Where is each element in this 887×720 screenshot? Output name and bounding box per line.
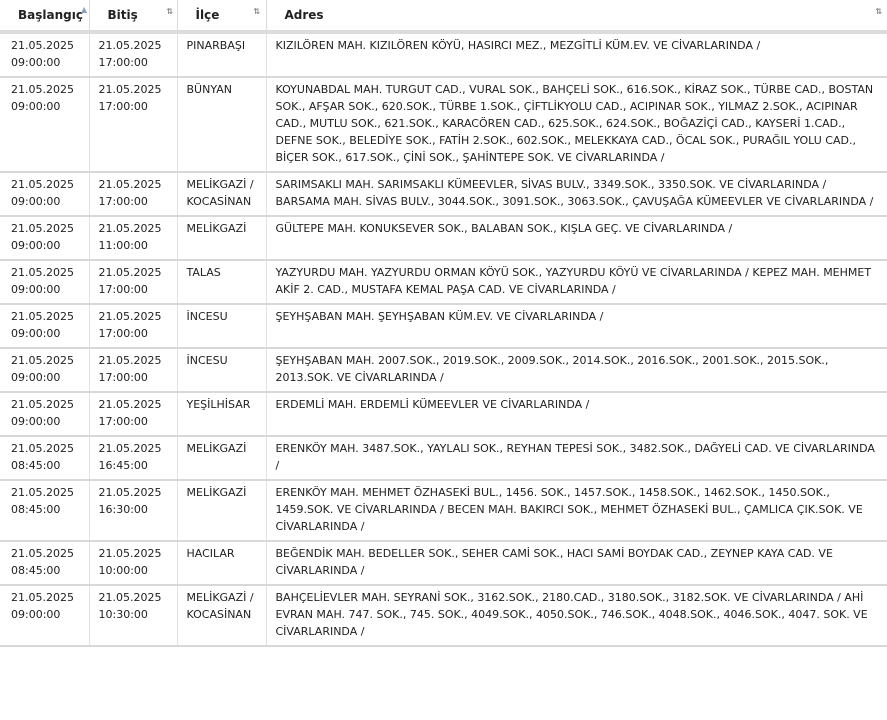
start-date: 21.05.2025 [11, 442, 74, 455]
start-cell [0, 304, 89, 348]
district-cell [177, 436, 266, 480]
district-cell [177, 348, 266, 392]
start-date: 21.05.2025 [11, 83, 74, 96]
start-time: 09:00:00 [11, 239, 61, 252]
district: BÜNYAN [186, 83, 232, 96]
end-cell [89, 541, 177, 585]
end-cell [89, 585, 177, 646]
table-row [0, 32, 887, 77]
address-cell [266, 77, 887, 172]
address-cell [266, 32, 887, 77]
column-header-end[interactable] [89, 0, 177, 32]
table-header [0, 0, 887, 32]
end-date: 21.05.2025 [98, 178, 162, 191]
end-date: 21.05.2025 [98, 547, 162, 560]
district-cell [177, 541, 266, 585]
column-header-district[interactable] [177, 0, 266, 32]
start-time: 08:45:00 [11, 459, 61, 472]
start-cell [0, 436, 89, 480]
address-cell [266, 172, 887, 216]
table-row [0, 260, 887, 304]
district: İNCESU [186, 354, 228, 367]
end-cell [89, 392, 177, 436]
district: MELİKGAZİ / KOCASİNAN [186, 178, 254, 208]
district-cell [177, 172, 266, 216]
address: KOYUNABDAL MAH. TURGUT CAD., VURAL SOK., BAHÇELİ SOK., 616.SOK., KİRAZ SOK., TÜRBE CAD., BOSTAN SOK., AFŞAR SOK., 620.SOK., TÜRBE 1.SOK., ÇİFTLİKYOLU CAD., ACIPINAR SOK., YILMAZ 2.SOK., ACIPINAR CAD., MUTLU SOK., 621.SOK., KARACÖREN CAD., 625.SOK., 624.SOK., BOĞAZİÇİ CAD., KAYSERİ 1.CAD., DEFNE SOK., BELEDİYE SOK., FATİH 2.SOK., 602.SOK., MELEKKAYA CAD., ÖCAL SOK., PURAĞIL YOLU CAD., BİÇER SOK., 617.SOK., ÇİNİ SOK., ŞAHİNTEPE SOK. VE CİVARLARINDA / [275, 83, 874, 164]
end-cell [89, 480, 177, 541]
column-header-address-label: Adres [284, 8, 324, 22]
address: ŞEYHŞABAN MAH. ŞEYHŞABAN KÜM.EV. VE CİVARLARINDA / [275, 310, 604, 323]
column-header-start-label: Başlangıç [18, 8, 83, 22]
address-cell [266, 304, 887, 348]
end-date: 21.05.2025 [98, 39, 162, 52]
end-time: 17:00:00 [98, 195, 148, 208]
start-time: 09:00:00 [11, 100, 61, 113]
start-cell [0, 172, 89, 216]
end-cell [89, 260, 177, 304]
end-time: 17:00:00 [98, 415, 148, 428]
start-cell [0, 585, 89, 646]
end-date: 21.05.2025 [98, 442, 162, 455]
district-cell [177, 585, 266, 646]
column-header-address[interactable] [266, 0, 887, 32]
start-cell [0, 216, 89, 260]
end-cell [89, 304, 177, 348]
address-cell [266, 480, 887, 541]
district: MELİKGAZİ [186, 442, 247, 455]
end-time: 17:00:00 [98, 100, 148, 113]
start-time: 09:00:00 [11, 415, 61, 428]
end-date: 21.05.2025 [98, 354, 162, 367]
start-cell [0, 541, 89, 585]
district-cell [177, 216, 266, 260]
address: ERDEMLİ MAH. ERDEMLİ KÜMEEVLER VE CİVARLARINDA / [275, 398, 590, 411]
sort-icon[interactable]: ⇅ [253, 7, 261, 16]
end-time: 17:00:00 [98, 327, 148, 340]
district: MELİKGAZİ / KOCASİNAN [186, 591, 254, 621]
end-time: 16:45:00 [98, 459, 148, 472]
start-cell [0, 348, 89, 392]
district-cell [177, 480, 266, 541]
column-header-start[interactable] [0, 0, 89, 32]
end-cell [89, 216, 177, 260]
end-cell [89, 77, 177, 172]
district: HACILAR [186, 547, 235, 560]
start-cell [0, 77, 89, 172]
address: ŞEYHŞABAN MAH. 2007.SOK., 2019.SOK., 2009.SOK., 2014.SOK., 2016.SOK., 2001.SOK., 2015.SOK., 2013.SOK. VE CİVARLARINDA / [275, 354, 829, 384]
address: BEĞENDİK MAH. BEDELLER SOK., SEHER CAMİ SOK., HACI SAMİ BOYDAK CAD., ZEYNEP KAYA CAD. VE CİVARLARINDA / [275, 547, 833, 577]
start-cell [0, 32, 89, 77]
district-cell [177, 392, 266, 436]
address-cell [266, 436, 887, 480]
table-row [0, 436, 887, 480]
end-date: 21.05.2025 [98, 486, 162, 499]
table-row [0, 392, 887, 436]
end-date: 21.05.2025 [98, 398, 162, 411]
end-time: 10:00:00 [98, 564, 148, 577]
address: SARIMSAKLI MAH. SARIMSAKLI KÜMEEVLER, SİVAS BULV., 3349.SOK., 3350.SOK. VE CİVARLARINDA / BARSAMA MAH. SİVAS BULV., 3044.SOK., 3091.SOK., 3063.SOK., ÇAVUŞAĞA KÜMEEVLER VE CİVARLARINDA / [275, 178, 874, 208]
table-body [0, 32, 887, 646]
district: TALAS [186, 266, 221, 279]
start-cell [0, 260, 89, 304]
start-time: 09:00:00 [11, 327, 61, 340]
end-cell [89, 348, 177, 392]
address-cell [266, 392, 887, 436]
start-time: 08:45:00 [11, 503, 61, 516]
end-time: 10:30:00 [98, 608, 148, 621]
sort-ascending-icon[interactable]: ▲ [81, 5, 88, 14]
end-time: 17:00:00 [98, 283, 148, 296]
header-row [0, 0, 887, 32]
start-time: 09:00:00 [11, 608, 61, 621]
start-date: 21.05.2025 [11, 547, 74, 560]
start-date: 21.05.2025 [11, 354, 74, 367]
end-cell [89, 32, 177, 77]
column-header-district-label: İlçe [195, 8, 220, 22]
end-time: 11:00:00 [98, 239, 148, 252]
end-time: 16:30:00 [98, 503, 148, 516]
address-cell [266, 541, 887, 585]
district-cell [177, 32, 266, 77]
district-cell [177, 304, 266, 348]
address-cell [266, 260, 887, 304]
end-time: 17:00:00 [98, 371, 148, 384]
start-date: 21.05.2025 [11, 266, 74, 279]
start-time: 09:00:00 [11, 195, 61, 208]
table-row [0, 585, 887, 646]
table-row [0, 304, 887, 348]
district-cell [177, 260, 266, 304]
table-row [0, 348, 887, 392]
start-time: 09:00:00 [11, 283, 61, 296]
address: ERENKÖY MAH. MEHMET ÖZHASEKİ BUL., 1456. SOK., 1457.SOK., 1458.SOK., 1462.SOK., 1450.SOK., 1459.SOK. VE CİVARLARINDA / BECEN MAH. BAKIRCI SOK., MEHMET ÖZHASEKİ BUL., ÇAMLICA ÇIK.SOK. VE CİVARLARINDA / [275, 486, 863, 533]
start-date: 21.05.2025 [11, 222, 74, 235]
address: KIZILÖREN MAH. KIZILÖREN KÖYÜ, HASIRCI MEZ., MEZGİTLİ KÜM.EV. VE CİVARLARINDA / [275, 39, 761, 52]
address-cell [266, 216, 887, 260]
start-date: 21.05.2025 [11, 310, 74, 323]
start-time: 09:00:00 [11, 56, 61, 69]
start-date: 21.05.2025 [11, 39, 74, 52]
start-cell [0, 392, 89, 436]
address-cell [266, 348, 887, 392]
address: BAHÇELİEVLER MAH. SEYRANİ SOK., 3162.SOK., 2180.CAD., 3180.SOK., 3182.SOK. VE CİVARLARINDA / AHİ EVRAN MAH. 747. SOK., 745. SOK., 4049.SOK., 4050.SOK., 746.SOK., 4048.SOK., 4046.SOK., 4047. SOK. VE CİVARLARINDA / [275, 591, 868, 638]
start-time: 08:45:00 [11, 564, 61, 577]
column-header-end-label: Bitiş [107, 8, 138, 22]
start-time: 09:00:00 [11, 371, 61, 384]
start-date: 21.05.2025 [11, 486, 74, 499]
end-date: 21.05.2025 [98, 310, 162, 323]
start-cell [0, 480, 89, 541]
table-row [0, 77, 887, 172]
end-time: 17:00:00 [98, 56, 148, 69]
start-date: 21.05.2025 [11, 398, 74, 411]
sort-icon[interactable]: ⇅ [166, 7, 174, 16]
table-row [0, 541, 887, 585]
end-date: 21.05.2025 [98, 83, 162, 96]
table-row [0, 216, 887, 260]
address-cell [266, 585, 887, 646]
start-date: 21.05.2025 [11, 178, 74, 191]
address: YAZYURDU MAH. YAZYURDU ORMAN KÖYÜ SOK., YAZYURDU KÖYÜ VE CİVARLARINDA / KEPEZ MAH. MEHMET AKİF 2. CAD., MUSTAFA KEMAL PAŞA CAD. VE CİVARLARINDA / [275, 266, 872, 296]
end-date: 21.05.2025 [98, 222, 162, 235]
table-row [0, 480, 887, 541]
district-cell [177, 77, 266, 172]
table-row [0, 172, 887, 216]
district: PINARBAŞI [186, 39, 246, 52]
start-date: 21.05.2025 [11, 591, 74, 604]
district: MELİKGAZİ [186, 486, 247, 499]
address: GÜLTEPE MAH. KONUKSEVER SOK., BALABAN SOK., KIŞLA GEÇ. VE CİVARLARINDA / [275, 222, 733, 235]
end-cell [89, 172, 177, 216]
district: YEŞİLHİSAR [186, 398, 251, 411]
address: ERENKÖY MAH. 3487.SOK., YAYLALI SOK., REYHAN TEPESİ SOK., 3482.SOK., DAĞYELİ CAD. VE CİVARLARINDA / [275, 442, 875, 472]
district: İNCESU [186, 310, 228, 323]
sort-icon[interactable]: ⇅ [875, 7, 883, 16]
end-date: 21.05.2025 [98, 266, 162, 279]
district: MELİKGAZİ [186, 222, 247, 235]
end-date: 21.05.2025 [98, 591, 162, 604]
end-cell [89, 436, 177, 480]
